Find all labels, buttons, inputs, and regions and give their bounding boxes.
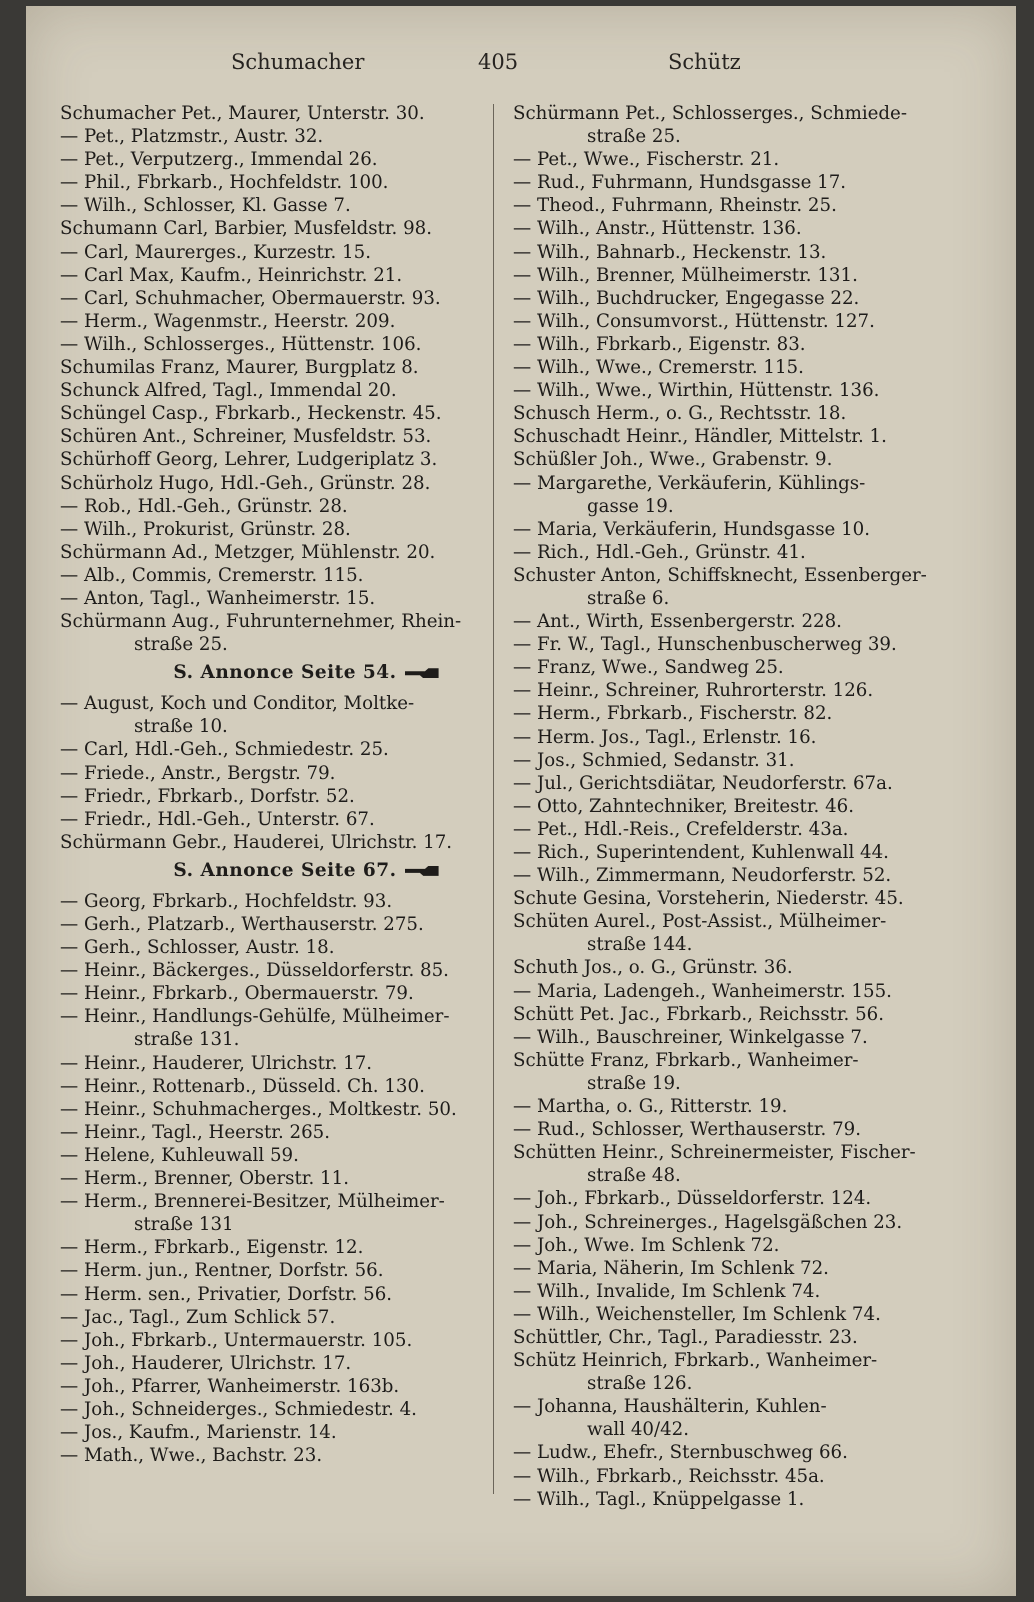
directory-entry: — Joh., Fbrkarb., Untermauerstr. 105. — [60, 1329, 413, 1351]
pointing-hand-icon — [405, 866, 439, 876]
directory-entry: — Wilh., Fbrkarb., Reichsstr. 45a. — [513, 1465, 825, 1487]
directory-entry: — Herm., Brennerei-Besitzer, Mülheimer- — [60, 1191, 445, 1213]
directory-entry: — Carl, Maurerges., Kurzestr. 15. — [60, 241, 371, 263]
directory-entry: — Rud., Schlosser, Werthauserstr. 79. — [513, 1119, 862, 1141]
directory-entry: — Joh., Schreinerges., Hagelsgäßchen 23. — [513, 1211, 903, 1233]
directory-entry-continuation: straße 126. — [587, 1373, 693, 1395]
directory-entry: — Friedr., Hdl.-Geh., Unterstr. 67. — [60, 808, 375, 830]
directory-entry: — Margarethe, Verkäuferin, Kühlings- — [513, 472, 866, 494]
directory-entry: Schürmann Ad., Metzger, Mühlenstr. 20. — [60, 541, 436, 563]
directory-entry: — Wilh., Brenner, Mülheimerstr. 131. — [513, 264, 858, 286]
directory-entry: — Fr. W., Tagl., Hunschenbuscherweg 39. — [513, 634, 897, 656]
directory-entry: — Jul., Gerichtsdiätar, Neudorferstr. 67a. — [513, 772, 893, 794]
directory-entry: Schüttler, Chr., Tagl., Paradiesstr. 23. — [513, 1326, 858, 1348]
directory-entry: Schüßler Joh., Wwe., Grabenstr. 9. — [513, 449, 833, 471]
annonce-notice — [60, 856, 512, 886]
directory-entry: Schunck Alfred, Tagl., Immendal 20. — [60, 380, 397, 402]
directory-entry: — Wilh., Weichensteller, Im Schlenk 74. — [513, 1303, 881, 1325]
directory-entry: Schumilas Franz, Maurer, Burgplatz 8. — [60, 357, 419, 379]
directory-entry: — Ludw., Ehefr., Sternbuschweg 66. — [513, 1442, 848, 1464]
directory-entry: — Maria, Näherin, Im Schlenk 72. — [513, 1257, 829, 1279]
directory-entry: — Friedr., Fbrkarb., Dorfstr. 52. — [60, 785, 355, 807]
directory-entry: — Wilh., Tagl., Knüppelgasse 1. — [513, 1488, 805, 1510]
directory-entry: — Wilh., Prokurist, Grünstr. 28. — [60, 518, 351, 540]
left-column — [60, 102, 512, 1467]
directory-entry-continuation: straße 25. — [134, 634, 228, 656]
directory-entry: — Wilh., Fbrkarb., Eigenstr. 83. — [513, 333, 806, 355]
directory-entry: Schürholz Hugo, Hdl.-Geh., Grünstr. 28. — [60, 472, 431, 494]
directory-entry: — Anton, Tagl., Wanheimerstr. 15. — [60, 587, 376, 609]
directory-entry: — Herm., Fbrkarb., Fischerstr. 82. — [513, 703, 833, 725]
directory-entry: — Pet., Hdl.-Reis., Crefelderstr. 43a. — [513, 818, 849, 840]
directory-entry: — Jos., Schmied, Sedanstr. 31. — [513, 749, 795, 771]
directory-entry: — Herm., Wagenmstr., Heerstr. 209. — [60, 310, 396, 332]
directory-entry: — Heinr., Schreiner, Ruhrorterstr. 126. — [513, 680, 874, 702]
directory-entry: — Jac., Tagl., Zum Schlick 57. — [60, 1306, 336, 1328]
directory-entry: — Wilh., Zimmermann, Neudorferstr. 52. — [513, 865, 892, 887]
directory-entry: Schumacher Pet., Maurer, Unterstr. 30. — [60, 103, 425, 124]
directory-entry: Schütz Heinrich, Fbrkarb., Wanheimer- — [513, 1350, 878, 1372]
directory-entry: — Heinr., Bäckerges., Düsseldorferstr. 85. — [60, 960, 449, 982]
directory-entry: — Friede., Anstr., Bergstr. 79. — [60, 762, 336, 784]
directory-entry: — Maria, Ladengeh., Wanheimerstr. 155. — [513, 980, 892, 1002]
annonce-text: S. Annonce Seite 67. — [173, 859, 397, 881]
directory-entry-continuation: straße 10. — [134, 716, 228, 738]
directory-entry: — August, Koch und Conditor, Moltke- — [60, 693, 415, 715]
directory-entry: — Martha, o. G., Ritterstr. 19. — [513, 1096, 788, 1118]
directory-page — [26, 6, 1016, 1596]
directory-entry-continuation: straße 48. — [587, 1165, 681, 1187]
directory-entry-continuation: gasse 19. — [587, 495, 674, 517]
directory-entry: Schütt Pet. Jac., Fbrkarb., Reichsstr. 56. — [513, 1003, 885, 1025]
directory-entry: — Heinr., Handlungs-Gehülfe, Mülheimer- — [60, 1006, 450, 1028]
directory-entry: — Herm., Fbrkarb., Eigenstr. 12. — [60, 1237, 364, 1259]
directory-entry-continuation: straße 131 — [134, 1214, 234, 1236]
directory-entry: — Helene, Kuhleuwall 59. — [60, 1144, 299, 1166]
directory-entry: — Theod., Fuhrmann, Rheinstr. 25. — [513, 195, 837, 217]
directory-entry: Schute Gesina, Vorsteherin, Niederstr. 45. — [513, 888, 904, 910]
page-header — [26, 50, 1016, 80]
directory-entry: — Heinr., Tagl., Heerstr. 265. — [60, 1121, 331, 1143]
directory-entry: — Joh., Wwe. Im Schlenk 72. — [513, 1234, 780, 1256]
directory-entry: — Carl Max, Kaufm., Heinrichstr. 21. — [60, 264, 403, 286]
directory-entry: — Phil., Fbrkarb., Hochfeldstr. 100. — [60, 172, 389, 194]
directory-entry: — Rob., Hdl.-Geh., Grünstr. 28. — [60, 495, 348, 517]
directory-entry: — Joh., Fbrkarb., Düsseldorferstr. 124. — [513, 1188, 872, 1210]
directory-entry: — Wilh., Invalide, Im Schlenk 74. — [513, 1280, 821, 1302]
directory-entry: — Heinr., Schuhmacherges., Moltkestr. 50. — [60, 1098, 457, 1120]
directory-entry: Schütten Heinr., Schreinermeister, Fischer- — [513, 1142, 916, 1164]
directory-entry: — Johanna, Haushälterin, Kuhlen- — [513, 1396, 827, 1418]
directory-entry: — Math., Wwe., Bachstr. 23. — [60, 1445, 323, 1467]
directory-entry-continuation: wall 40/42. — [587, 1419, 690, 1441]
directory-entry: — Franz, Wwe., Sandweg 25. — [513, 657, 784, 679]
directory-entry: Schüngel Casp., Fbrkarb., Heckenstr. 45. — [60, 403, 442, 425]
directory-entry: — Wilh., Wwe., Cremerstr. 115. — [513, 357, 804, 379]
directory-entry-continuation: straße 6. — [587, 587, 670, 609]
directory-entry: — Heinr., Rottenarb., Düsseld. Ch. 130. — [60, 1075, 425, 1097]
directory-entry: — Maria, Verkäuferin, Hundsgasse 10. — [513, 518, 871, 540]
directory-entry: — Pet., Verputzerg., Immendal 26. — [60, 149, 378, 171]
directory-entry: Schüren Ant., Schreiner, Musfeldstr. 53. — [60, 426, 432, 448]
directory-entry: — Gerh., Platzarb., Werthauserstr. 275. — [60, 914, 424, 935]
directory-entry: Schürhoff Georg, Lehrer, Ludgeriplatz 3. — [60, 449, 438, 471]
directory-entry: Schüten Aurel., Post-Assist., Mülheimer- — [513, 911, 887, 933]
directory-entry: Schuth Jos., o. G., Grünstr. 36. — [513, 957, 793, 979]
directory-entry: Schürmann Gebr., Hauderei, Ulrichstr. 17. — [60, 831, 453, 853]
directory-entry: — Wilh., Bahnarb., Heckenstr. 13. — [513, 241, 827, 263]
directory-entry: Schusch Herm., o. G., Rechtsstr. 18. — [513, 403, 847, 425]
directory-entry: — Pet., Wwe., Fischerstr. 21. — [513, 149, 780, 171]
directory-entry: — Wilh., Wwe., Wirthin, Hüttenstr. 136. — [513, 380, 880, 402]
directory-entry: — Wilh., Schlosser, Kl. Gasse 7. — [60, 195, 351, 217]
directory-entry: — Pet., Platzmstr., Austr. 32. — [60, 126, 324, 148]
directory-entry: — Joh., Hauderer, Ulrichstr. 17. — [60, 1352, 352, 1374]
directory-entry: — Carl, Schuhmacher, Obermauerstr. 93. — [60, 287, 441, 309]
directory-entry: — Rud., Fuhrmann, Hundsgasse 17. — [513, 172, 847, 194]
directory-entry: — Heinr., Hauderer, Ulrichstr. 17. — [60, 1052, 373, 1074]
directory-entry: — Carl, Hdl.-Geh., Schmiedestr. 25. — [60, 739, 389, 761]
directory-entry: — Herm., Brenner, Oberstr. 11. — [60, 1168, 349, 1190]
directory-entry: — Joh., Schneiderges., Schmiedestr. 4. — [60, 1398, 417, 1420]
directory-entry-continuation: straße 131. — [134, 1029, 240, 1051]
directory-entry: — Wilh., Schlosserges., Hüttenstr. 106. — [60, 333, 422, 355]
directory-entry: — Wilh., Anstr., Hüttenstr. 136. — [513, 218, 802, 240]
directory-entry: — Georg, Fbrkarb., Hochfeldstr. 93. — [60, 890, 393, 912]
directory-entry: — Heinr., Fbrkarb., Obermauerstr. 79. — [60, 983, 414, 1005]
directory-entry: — Wilh., Consumvorst., Hüttenstr. 127. — [513, 310, 875, 332]
directory-entry: — Gerh., Schlosser, Austr. 18. — [60, 937, 335, 959]
right-column — [513, 102, 989, 1511]
directory-entry-continuation: straße 19. — [587, 1072, 681, 1094]
directory-entry: — Wilh., Bauschreiner, Winkelgasse 7. — [513, 1026, 868, 1048]
running-head-left: Schumacher — [231, 50, 365, 74]
directory-entry: Schütte Franz, Fbrkarb., Wanheimer- — [513, 1049, 859, 1071]
page-number: 405 — [478, 50, 519, 74]
directory-entry: Schuster Anton, Schiffsknecht, Essenberger- — [513, 564, 927, 586]
directory-entry: Schuschadt Heinr., Händler, Mittelstr. 1. — [513, 426, 887, 448]
annonce-notice — [60, 658, 512, 688]
directory-entry-continuation: straße 25. — [587, 126, 681, 148]
directory-entry: — Herm. sen., Privatier, Dorfstr. 56. — [60, 1283, 393, 1305]
directory-entry: — Rich., Superintendent, Kuhlenwall 44. — [513, 842, 889, 863]
annonce-text: S. Annonce Seite 54. — [173, 662, 397, 684]
directory-entry: Schumann Carl, Barbier, Musfeldstr. 98. — [60, 218, 433, 240]
directory-entry: — Ant., Wirth, Essenbergerstr. 228. — [513, 611, 842, 633]
running-head-right: Schütz — [668, 50, 741, 74]
directory-entry: Schürmann Aug., Fuhrunternehmer, Rhein- — [60, 611, 462, 633]
directory-entry: Schürmann Pet., Schlosserges., Schmiede- — [513, 103, 907, 124]
directory-entry: — Herm. jun., Rentner, Dorfstr. 56. — [60, 1260, 384, 1282]
directory-entry: — Herm. Jos., Tagl., Erlenstr. 16. — [513, 726, 817, 748]
directory-entry: — Alb., Commis, Cremerstr. 115. — [60, 564, 364, 586]
directory-entry: — Otto, Zahntechniker, Breitestr. 46. — [513, 795, 854, 817]
directory-entry: — Joh., Pfarrer, Wanheimerstr. 163b. — [60, 1375, 400, 1397]
directory-entry: — Jos., Kaufm., Marienstr. 14. — [60, 1422, 337, 1444]
directory-entry: — Rich., Hdl.-Geh., Grünstr. 41. — [513, 541, 806, 563]
directory-entry: — Wilh., Buchdrucker, Engegasse 22. — [513, 287, 860, 309]
directory-entry-continuation: straße 144. — [587, 934, 693, 956]
pointing-hand-icon — [405, 668, 439, 678]
